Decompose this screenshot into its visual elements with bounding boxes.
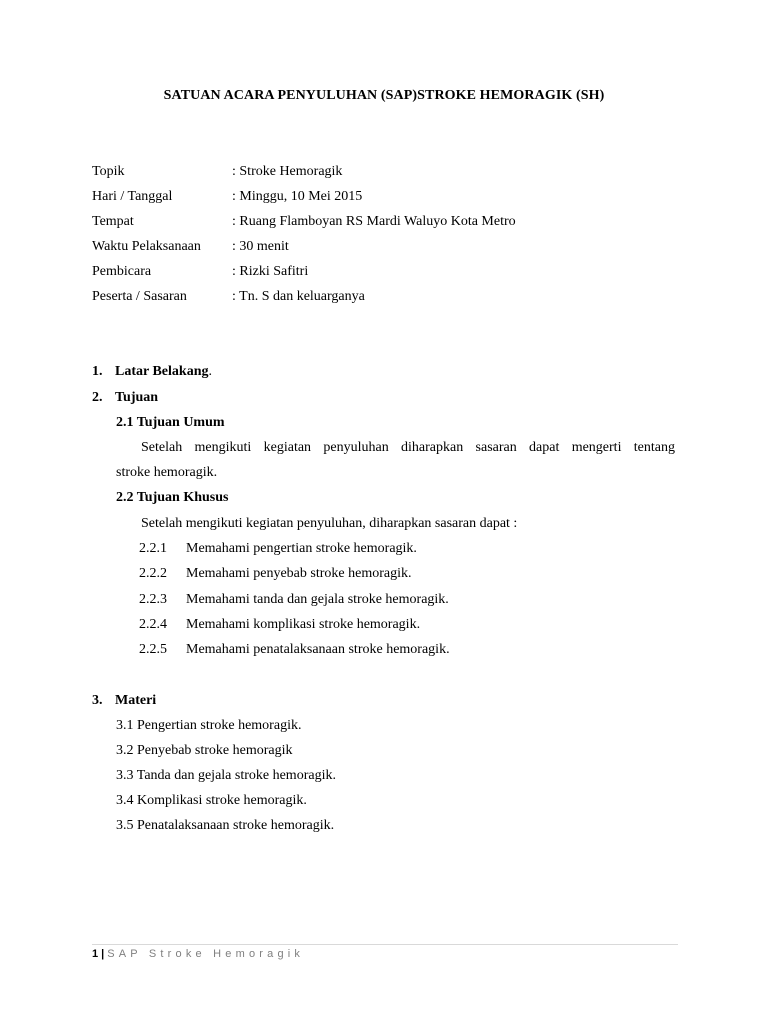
list-item xyxy=(139,641,450,659)
list-item-text: Memahami pengertian stroke hemoragik. xyxy=(186,541,417,556)
tujuan-umum-text-line2: stroke hemoragik. xyxy=(116,465,218,480)
page-footer xyxy=(92,948,304,960)
list-item-text: Memahami penyebab stroke hemoragik. xyxy=(186,566,412,581)
info-table xyxy=(92,163,516,313)
info-value: : Tn. S dan keluarganya xyxy=(232,289,365,304)
info-row-tanggal xyxy=(92,188,516,213)
list-item-number: 2.2.1 xyxy=(139,541,167,556)
footer-separator: | xyxy=(101,948,105,960)
info-row-topik xyxy=(92,163,516,188)
materi-item: 3.3 Tanda dan gejala stroke hemoragik. xyxy=(116,768,336,783)
list-item-text: Memahami tanda dan gejala stroke hemoragik. xyxy=(186,592,449,607)
section-number: 1. xyxy=(92,364,103,379)
subsection-tujuan-umum: 2.1 Tujuan Umum xyxy=(116,415,225,430)
info-row-peserta xyxy=(92,288,516,313)
list-item-number: 2.2.5 xyxy=(139,642,167,657)
materi-item: 3.4 Komplikasi stroke hemoragik. xyxy=(116,793,307,808)
info-label: Tempat xyxy=(92,214,134,229)
list-item xyxy=(139,591,449,609)
list-item-text: Memahami komplikasi stroke hemoragik. xyxy=(186,617,421,632)
materi-item: 3.5 Penatalaksanaan stroke hemoragik. xyxy=(116,818,335,833)
list-item xyxy=(139,616,421,634)
list-item-number: 2.2.4 xyxy=(139,617,167,632)
info-label: Waktu Pelaksanaan xyxy=(92,239,201,254)
list-item xyxy=(139,540,417,558)
tujuan-khusus-intro: Setelah mengikuti kegiatan penyuluhan, diharapkan sasaran dapat : xyxy=(141,516,518,531)
info-label: Pembicara xyxy=(92,264,152,279)
section-number: 2. xyxy=(92,390,103,405)
document-title: SATUAN ACARA PENYULUHAN (SAP)STROKE HEMORAGIK (SH) xyxy=(163,88,605,103)
section-2-heading xyxy=(92,389,159,407)
list-item-text: Memahami penatalaksanaan stroke hemoragik. xyxy=(186,642,450,657)
section-1-heading xyxy=(92,363,212,381)
subsection-tujuan-khusus: 2.2 Tujuan Khusus xyxy=(116,490,229,505)
tujuan-umum-text-line1: Setelah mengikuti kegiatan penyuluhan diharapkan sasaran dapat mengerti tentang xyxy=(141,440,675,455)
section-title-suffix: . xyxy=(208,364,212,379)
info-value: : Ruang Flamboyan RS Mardi Waluyo Kota Metro xyxy=(232,214,516,229)
list-item-number: 2.2.3 xyxy=(139,592,167,607)
footer-divider xyxy=(92,944,678,945)
section-title: Tujuan xyxy=(115,390,159,405)
info-row-tempat xyxy=(92,213,516,238)
info-value: : Rizki Safitri xyxy=(232,264,309,279)
info-value: : Minggu, 10 Mei 2015 xyxy=(232,189,363,204)
materi-item: 3.1 Pengertian stroke hemoragik. xyxy=(116,718,302,733)
info-row-waktu xyxy=(92,238,516,263)
info-value: : 30 menit xyxy=(232,239,289,254)
list-item-number: 2.2.2 xyxy=(139,566,167,581)
info-label: Hari / Tanggal xyxy=(92,189,173,204)
info-value: : Stroke Hemoragik xyxy=(232,164,343,179)
section-number: 3. xyxy=(92,693,103,708)
info-label: Peserta / Sasaran xyxy=(92,289,187,304)
footer-text: SAP Stroke Hemoragik xyxy=(107,948,305,960)
page-number: 1 xyxy=(92,948,99,960)
list-item xyxy=(139,565,412,583)
materi-item: 3.2 Penyebab stroke hemoragik xyxy=(116,743,293,758)
info-label: Topik xyxy=(92,164,125,179)
section-title: Materi xyxy=(115,693,157,708)
section-title: Latar Belakang xyxy=(115,364,209,379)
info-row-pembicara xyxy=(92,263,516,288)
section-3-heading xyxy=(92,692,157,710)
